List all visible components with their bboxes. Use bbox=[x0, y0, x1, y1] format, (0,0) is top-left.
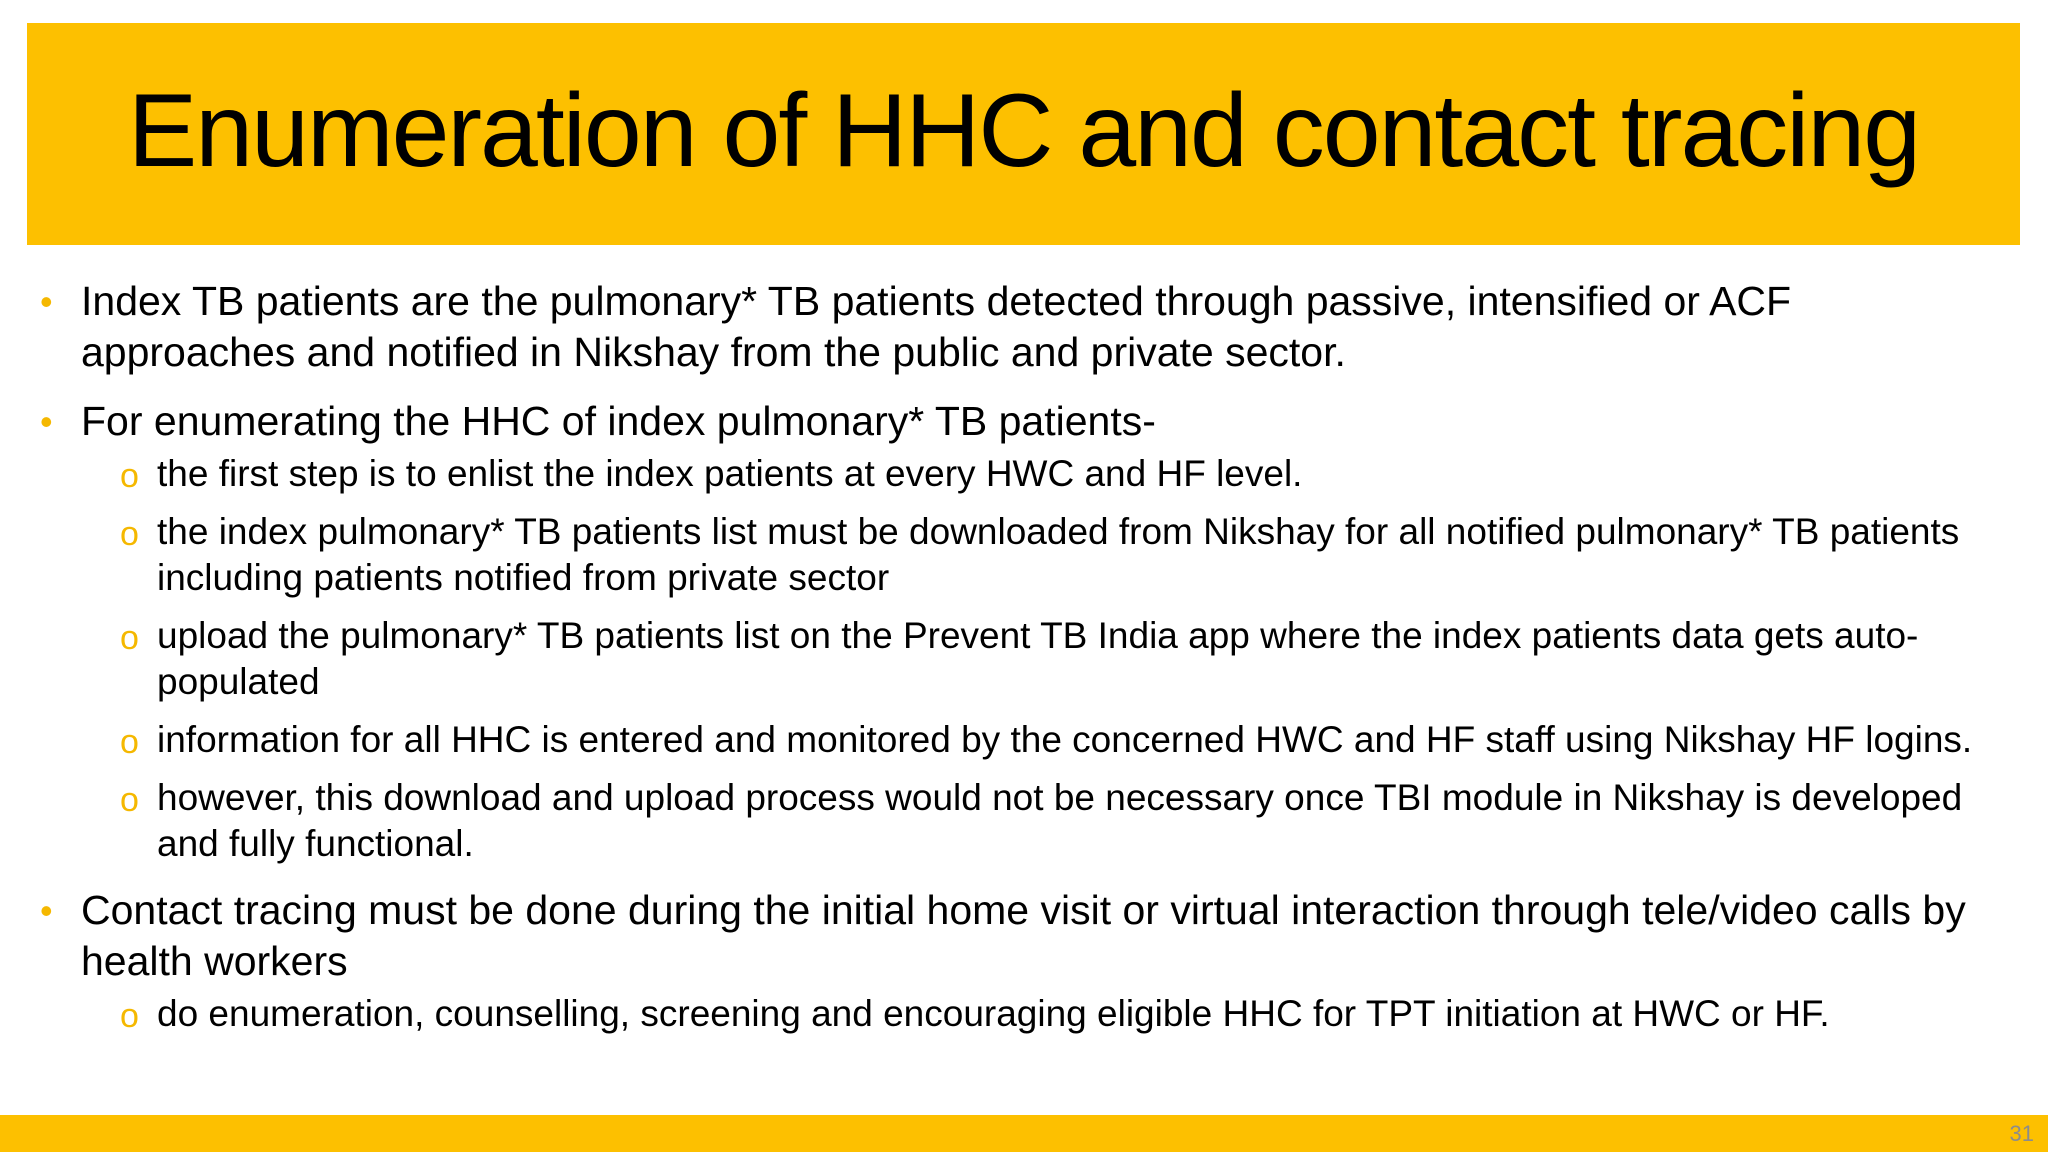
sub-bullet-item bbox=[40, 717, 2000, 763]
circle-bullet-icon: o bbox=[120, 781, 139, 819]
bullet-text: For enumerating the HHC of index pulmonary* TB patients- bbox=[81, 398, 1156, 444]
circle-bullet-icon: o bbox=[120, 457, 139, 495]
circle-bullet-icon: o bbox=[120, 515, 139, 553]
bullet-dot-icon: • bbox=[40, 890, 53, 931]
circle-bullet-icon: o bbox=[120, 619, 139, 657]
circle-bullet-icon: o bbox=[120, 723, 139, 761]
bullet-text: Index TB patients are the pulmonary* TB patients detected through passive, intensified or ACF approaches and notified in Nikshay from the public and private sector. bbox=[81, 278, 1792, 375]
bullet-item bbox=[40, 396, 2000, 867]
bullet-dot-icon: • bbox=[40, 281, 53, 322]
bullet-text: Contact tracing must be done during the initial home visit or virtual interaction through tele/video calls by health workers bbox=[81, 887, 1966, 984]
title-banner bbox=[27, 23, 2020, 245]
sub-bullet-text: the index pulmonary* TB patients list must be downloaded from Nikshay for all notified pulmonary* TB patients including patients notified from private sector bbox=[157, 511, 1960, 598]
slide-body bbox=[40, 276, 2000, 1055]
sub-bullet-text: information for all HHC is entered and monitored by the concerned HWC and HF staff using Nikshay HF logins. bbox=[157, 719, 1973, 760]
sub-bullet-text: do enumeration, counselling, screening and encouraging eligible HHC for TPT initiation at HWC or HF. bbox=[157, 993, 1830, 1034]
bullet-item bbox=[40, 276, 2000, 378]
sub-bullet-item bbox=[40, 509, 2000, 601]
bullet-dot-icon: • bbox=[40, 401, 53, 442]
sub-bullet-item bbox=[40, 775, 2000, 867]
sub-bullet-list bbox=[81, 451, 2000, 867]
sub-bullet-text: the first step is to enlist the index patients at every HWC and HF level. bbox=[157, 453, 1303, 494]
sub-bullet-text: however, this download and upload process would not be necessary once TBI module in Nikshay is developed and fully functional. bbox=[157, 777, 1963, 864]
sub-bullet-item bbox=[40, 613, 2000, 705]
slide-number: 31 bbox=[2009, 1121, 2034, 1146]
sub-bullet-item bbox=[40, 991, 2000, 1037]
circle-bullet-icon: o bbox=[120, 997, 139, 1035]
sub-bullet-text: upload the pulmonary* TB patients list on the Prevent TB India app where the index patients data gets auto-populated bbox=[157, 615, 1919, 702]
bullet-item bbox=[40, 885, 2000, 1037]
slide-title: Enumeration of HHC and contact tracing bbox=[127, 72, 1920, 189]
sub-bullet-list bbox=[81, 991, 2000, 1037]
footer-banner bbox=[0, 1115, 2048, 1152]
sub-bullet-item bbox=[40, 451, 2000, 497]
